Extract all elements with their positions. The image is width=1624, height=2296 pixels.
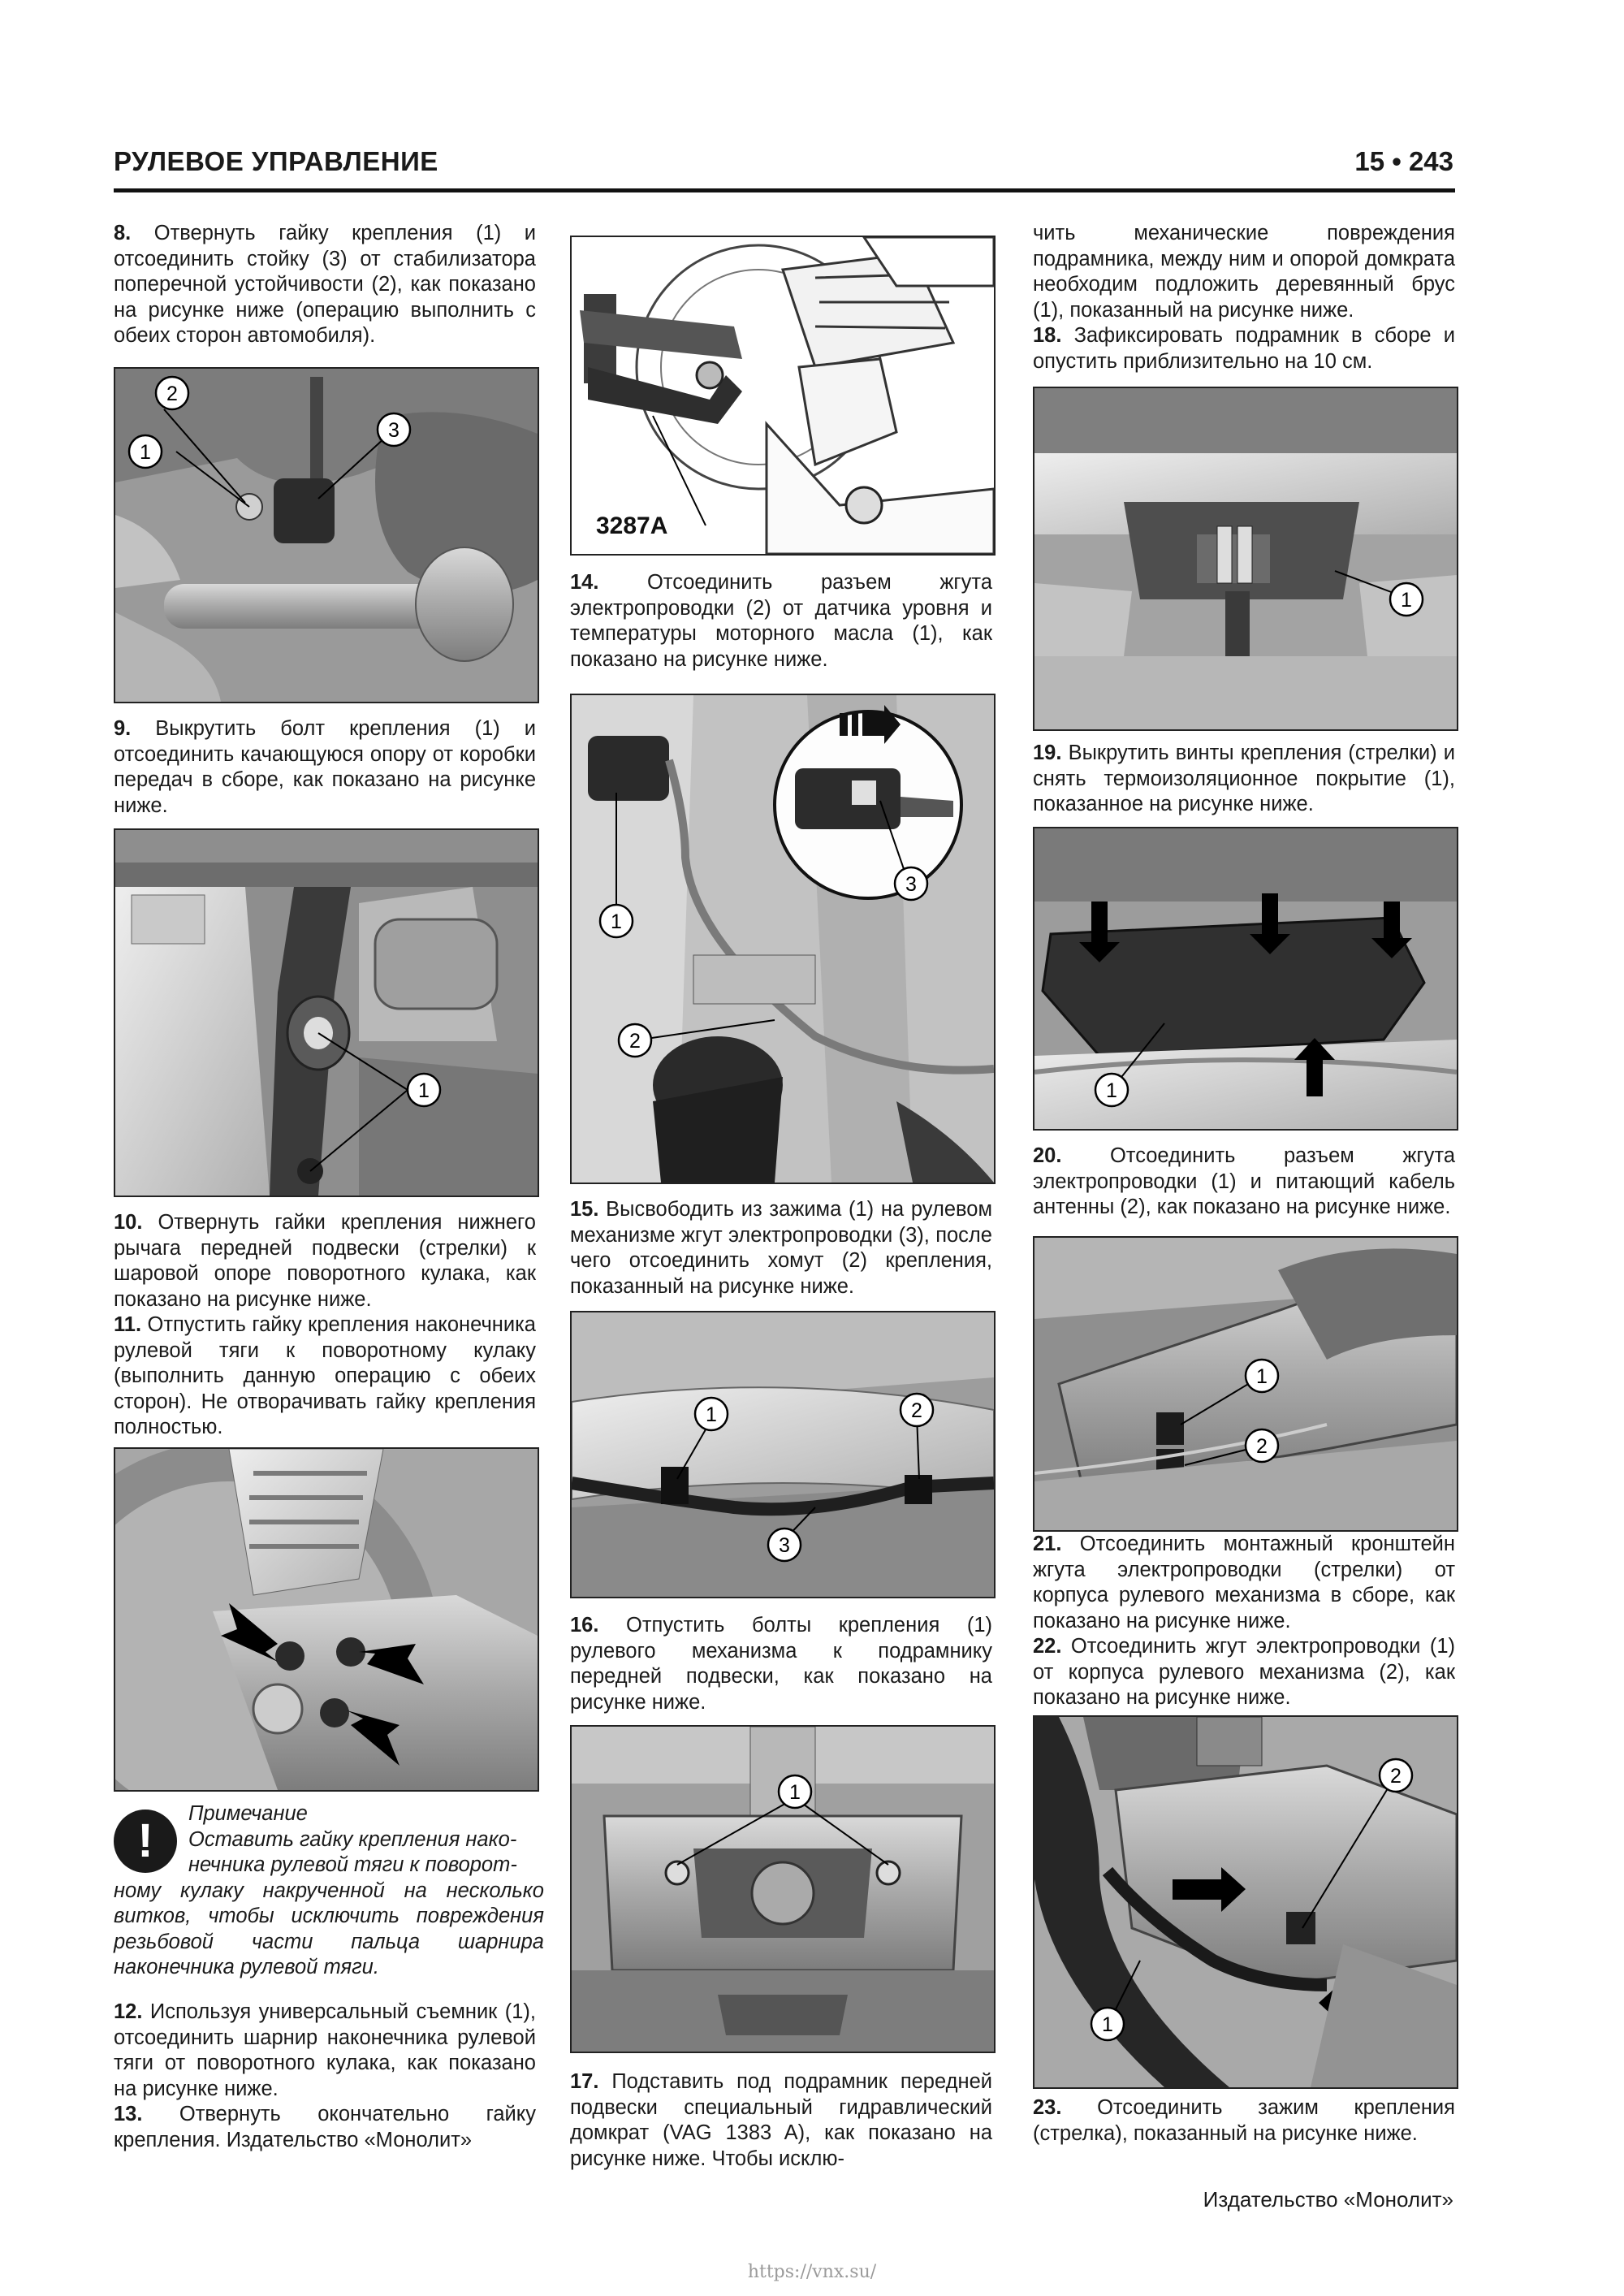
step-number: 13. <box>114 2103 143 2125</box>
step-12 <box>114 2000 536 2102</box>
step-text: Отсоединить жгут электропроводки (1) от корпуса рулевого механизма (2), как показано на рисунке ниже. <box>1033 1635 1455 1709</box>
page-header-title: РУЛЕВОЕ УПРАВЛЕНИЕ <box>114 146 438 176</box>
figure-heat-shield <box>1033 827 1458 1131</box>
figure-subframe-bolts <box>570 1725 996 2053</box>
header-rule <box>114 188 1455 192</box>
step-13 <box>114 2102 536 2153</box>
step-number: 10. <box>114 1211 143 1234</box>
callout-1: 1 <box>611 910 622 933</box>
step-20 <box>1033 1144 1455 1221</box>
figure-subframe-jack <box>1033 387 1458 731</box>
note-title: Примечание <box>188 1802 308 1825</box>
figure-steering-harness-clip <box>570 1311 996 1598</box>
step-number: 17. <box>570 2070 599 2093</box>
step-8 <box>114 221 536 349</box>
note-line-1: Оставить гайку крепления нако- <box>188 1827 517 1851</box>
note-block <box>114 1801 544 1981</box>
step-11 <box>114 1312 536 1441</box>
step-number: 19. <box>1033 742 1062 764</box>
step-number: 18. <box>1033 324 1062 347</box>
step-23 <box>1033 2095 1455 2147</box>
step-text: Отпустить болты крепления (1) рулевого механизма к подрамнику передней подвески, как показано на рисунке ниже. <box>570 1614 992 1714</box>
step-9 <box>114 716 536 819</box>
step-17-continued <box>1033 221 1455 323</box>
step-number: 8. <box>114 222 132 244</box>
step-text: Выкрутить винты крепления (стрелки) и снять термоизоляционное покрытие (1), показанное на рисунке ниже. <box>1033 742 1455 815</box>
callout-1: 1 <box>706 1403 717 1426</box>
figure-stabilizer-link <box>114 367 539 703</box>
step-number: 15. <box>570 1198 599 1221</box>
step-number: 14. <box>570 571 599 594</box>
callout-1: 1 <box>418 1079 430 1102</box>
step-text: Отсоединить монтажный кронштейн жгута электропроводки (стрелки) от корпуса рулевого механизма в сборе, как показано на рисунке ниже. <box>1033 1533 1455 1632</box>
callout-3: 3 <box>905 873 917 896</box>
step-text: Отвернуть гайку крепления (1) и отсоединить стойку (3) от стабилизатора поперечной устойчивости (2), как показано на рисунке ниже (операцию выполнить с обеих сторон автомобиля). <box>114 222 536 347</box>
step-10 <box>114 1210 536 1312</box>
step-18 <box>1033 323 1455 374</box>
callout-3: 3 <box>388 419 400 442</box>
callout-1: 1 <box>140 441 151 464</box>
tool-label: 3287A <box>596 512 668 539</box>
figure-antenna-cable <box>1033 1236 1458 1532</box>
callout-2: 2 <box>629 1030 641 1053</box>
figure-pendulum-support <box>114 828 539 1197</box>
step-text: Зафиксировать подрамник в сборе и опустить приблизительно на 10 см. <box>1033 324 1455 373</box>
step-text: Выкрутить болт крепления (1) и отсоединить качающуюся опору от коробки передач в сборе, как показано на рисунке ниже. <box>114 717 536 817</box>
callout-1: 1 <box>1102 2013 1113 2036</box>
step-number: 9. <box>114 717 132 740</box>
step-text: Отвернуть гайки крепления нижнего рычага передней подвески (стрелки) к шаровой опоре поворотного кулака, как показано на рисунке ниже. <box>114 1211 536 1311</box>
callout-2: 2 <box>166 383 178 405</box>
step-14 <box>570 570 992 672</box>
step-text: Отпустить гайку крепления наконечника рулевой тяги к поворотному кулаку (выполнить данную операцию с обеих сторон). Не отворачивать гайку крепления полностью. <box>114 1313 536 1438</box>
callout-1: 1 <box>1401 589 1412 612</box>
step-21 <box>1033 1532 1455 1634</box>
figure-oil-sensor-connector <box>570 694 996 1184</box>
step-text: Отсоединить разъем жгута электропроводки (1) и питающий кабель антенны (2), как показано на рисунке ниже. <box>1033 1144 1455 1218</box>
step-19 <box>1033 741 1455 818</box>
callout-1: 1 <box>1256 1365 1268 1388</box>
warning-icon: ! <box>114 1810 177 1873</box>
note-line-2: нечника рулевой тяги к поворот- <box>188 1853 517 1876</box>
step-text: Отсоединить зажим крепления (стрелка), показанный на рисунке ниже. <box>1033 2096 1455 2145</box>
page-number: 15 • 243 <box>1354 146 1453 176</box>
watermark-url[interactable]: https://vnx.su/ <box>747 2262 877 2282</box>
step-text: чить механические повреждения подрамника, между ним и опорой домкрата необходим подложить деревянный брус (1), показанный на рисунке ниже. <box>1033 222 1455 322</box>
step-number: 21. <box>1033 1533 1062 1555</box>
step-number: 22. <box>1033 1635 1062 1658</box>
note-text: ному кулаку накрученной на несколько витков, чтобы исключить повреждения резьбовой части пальца шарнира наконечника рулевой тяги. <box>114 1879 544 1978</box>
callout-2: 2 <box>1256 1435 1268 1458</box>
step-text: Отвернуть окончательно гайку крепления. Издательство «Монолит» <box>114 2103 536 2151</box>
step-number: 12. <box>114 2000 143 2023</box>
callout-2: 2 <box>911 1399 922 1422</box>
callout-3: 3 <box>779 1534 790 1557</box>
step-text: Высвободить из зажима (1) на рулевом механизме жгут электропроводки (3), после чего отсоединить хомут (2) крепления, показанный на рисунке ниже. <box>570 1198 992 1298</box>
step-15 <box>570 1197 992 1299</box>
step-17 <box>570 2069 992 2172</box>
step-number: 20. <box>1033 1144 1062 1167</box>
step-16 <box>570 1613 992 1715</box>
step-text: Отсоединить разъем жгута электропроводки (2) от датчика уровня и температуры моторного масла (1), как показано на рисунке ниже. <box>570 571 992 671</box>
figure-lower-arm-nuts <box>114 1447 539 1792</box>
footer-publisher: Издательство «Монолит» <box>1203 2187 1453 2212</box>
step-number: 11. <box>114 1313 142 1336</box>
figure-harness-bracket <box>1033 1715 1458 2089</box>
callout-1: 1 <box>1106 1079 1117 1102</box>
step-number: 16. <box>570 1614 599 1637</box>
step-text: Подставить под подрамник передней подвески специальный гидравлический домкрат (VAG 1383 A), как показано на рисунке ниже. Чтобы исклю- <box>570 2070 993 2170</box>
figure-tie-rod-puller <box>570 236 996 556</box>
step-number: 23. <box>1033 2096 1062 2119</box>
step-22 <box>1033 1634 1455 1711</box>
callout-2: 2 <box>1390 1765 1402 1788</box>
step-text: Используя универсальный съемник (1), отсоединить шарнир наконечника рулевой тяги от поворотного кулака, как показано на рисунке ниже. <box>114 2000 536 2100</box>
callout-1: 1 <box>789 1781 801 1804</box>
